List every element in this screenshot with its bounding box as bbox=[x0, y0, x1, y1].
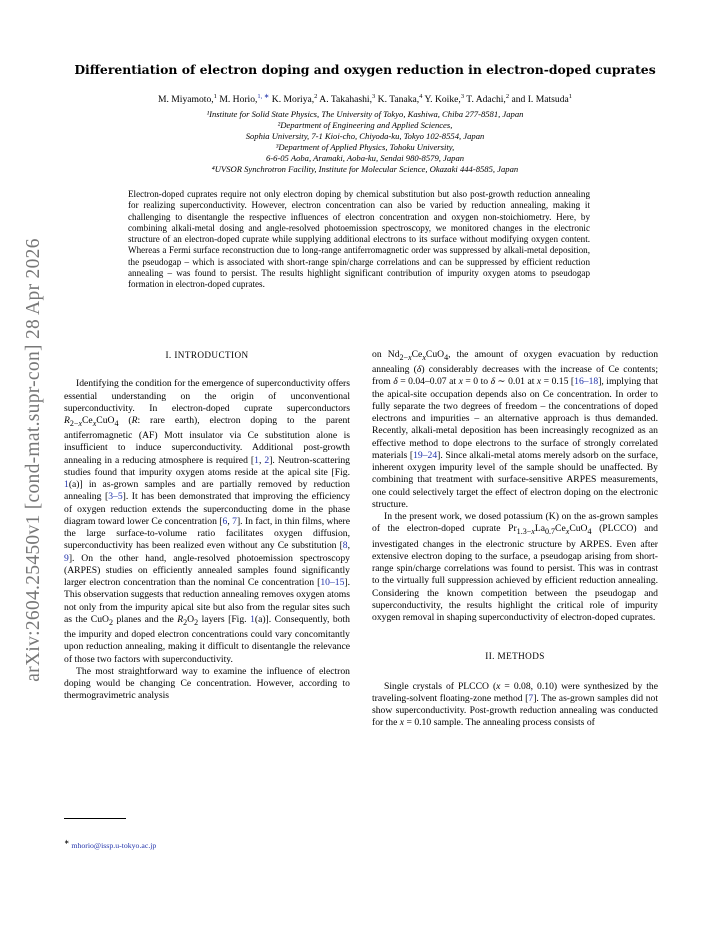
paragraph: Single crystals of PLCCO (x = 0.08, 0.10) were synthesized by the traveling-solvent floating-zone method [7]. The as-grown samples did not show superconductivity. Post-growth reduction annealing was conducted for the x = 0.10 sample. The annealing process consists of bbox=[372, 680, 658, 729]
author: K. Moriya,$^2$ bbox=[271, 93, 318, 105]
email-link[interactable]: mhorio@issp.u-tokyo.ac.jp bbox=[71, 841, 157, 850]
paragraph: on $Nd_{2-x}Ce_xCuO_4$, the amount of oxygen evacuation by reduction annealing (δ) considerably decreases with the increase of Ce contents; from δ = 0.04–0.07 at x = 0 to δ ∼ 0.01 at x = 0.15 [16–18], implying that the apical-site occupation depends also on Ce concentration. In order to fully separate the two degrees of freedom – the concentrations of doped electrons and impurities – an alternative approach is thus demanded. Recently, alkali-metal deposition has been increasingly recognized as an effective method to dope electrons to the surface of strongly correlated materials [19–24]. Since alkali-metal atoms merely adsorb on the surface, inherent oxygen impurity level of the sample should be unaffected. By combining that treatment with surface-sensitive ARPES measurements, one could selectively target the effect of electron doping on the electronic structure. bbox=[372, 349, 659, 510]
affiliation: ²Department of Engineering and Applied Sciences, bbox=[277, 120, 453, 131]
abstract: Electron-doped cuprates require not only electron doping by chemical substitution but also post-growth reduction annealing for realizing superconductivity. However, electron concentration can also be varied by reduction annealing, making it challenging to disentangle the respective influences of electron concentration and oxygen non-stoichiometry. Here, by combining alkali-metal dosing and angle-resolved photoemission spectroscopy, we monitored changes in the electronic structure of an electron-doped cuprate while supplying additional electrons to its surface without modifying oxygen content. Whereas a Fermi surface reconstruction due to long-range antiferromagnetic order was suppressed by alkali-metal deposition, the pseudogap – which is associated with short-range spin/charge correlations and can be suppressed by efficient reduction annealing – was found to persist. The results highlight significant contribution of impurity oxygen atoms to pseudogap formation in electron-doped cuprates. bbox=[128, 189, 590, 290]
author: T. Adachi,$^2$ bbox=[466, 93, 510, 105]
affiliation: 6-6-05 Aoba, Aramaki, Aoba-ku, Sendai 980-8579, Japan bbox=[265, 153, 465, 164]
paragraph: In the present work, we dosed potassium (K) on the as-grown samples of the electron-doped cuprate $Pr_{1.3-x}La_{0.7}Ce_xCuO_4$ (PLCCO) and investigated changes in the electronic structure by ARPES. Even after extensive electron doping to the surface, a pseudogap arising from short-range spin/charge correlations was found to persist. This was in contrast to the virtually full suppression achieved by efficient reduction annealing. Considering the known competition between the pseudogap and superconductivity, the results highlight the critical role of impurity oxygen removal in shaping superconductivity of electron-doped cuprates. bbox=[372, 511, 658, 624]
arxiv-id-text: arXiv:2604.25450v1 [cond-mat.supr-con] 28 Apr 2026 bbox=[23, 238, 44, 682]
affiliation: Sophia University, 7-1 Kioi-cho, Chiyoda-ku, Tokyo 102-8554, Japan bbox=[245, 131, 485, 142]
body-column-left bbox=[64, 349, 350, 703]
arxiv-identifier bbox=[14, 230, 54, 690]
author: and I. Matsuda$^1$ bbox=[511, 93, 573, 105]
affiliation: ¹Institute for Solid State Physics, The University of Tokyo, Kashiwa, Chiba 277-8581, Japan bbox=[206, 109, 524, 119]
author: Y. Koike,$^3$ bbox=[424, 93, 465, 105]
paragraph: The most straightforward way to examine the influence of electron doping would be changing Ce concentration. However, according to thermogravimetric analysis bbox=[64, 665, 350, 702]
section-heading-methods: II. METHODS bbox=[485, 651, 545, 662]
footnote: ∗ mhorio@issp.u-tokyo.ac.jp bbox=[64, 839, 157, 850]
affiliation-list bbox=[60, 109, 670, 176]
affiliation: ³Department of Applied Physics, Tohoku University, bbox=[275, 142, 455, 153]
author: M. Horio,$^{1, ∗}$ bbox=[219, 93, 270, 105]
author-list bbox=[60, 92, 670, 105]
author: A. Takahashi,$^3$ bbox=[319, 93, 376, 105]
body-column-right bbox=[372, 349, 658, 730]
paragraph: Identifying the condition for the emergence of superconductivity offers essential understanding on the origin of unconventional superconductivity. In electron-doped cuprate superconductors $R_{2-x}Ce_xCuO_4$ (R: rare earth), electron doping to the parent antiferromagnetic (AF) Mott insulator via Ce substitution alone is insufficient to induce superconductivity. Additional post-growth annealing in a reducing atmosphere is required [1, 2]. Neutron-scattering studies found that impurity oxygen atoms reside at the apical site [Fig. 1(a)] in as-grown samples and are partially removed by reduction annealing [3–5]. It has been demonstrated that improving the efficiency of oxygen reduction extends the superconducting dome in the phase diagram toward lower Ce concentration [6, 7]. In fact, in thin films, where the large surface-to-volume ratio facilitates oxygen diffusion, superconductivity has been realized even without any Ce substitution [8, 9]. On the other hand, angle-resolved photoemission spectroscopy (ARPES) studies on efficiently annealed samples found significantly larger electron concentration than the nominal Ce concentration [10–15]. This observation suggests that reduction annealing removes oxygen atoms not only from the impurity apical site but also from the regular sites such as the CuO$_2$ planes and the $R_2O_2$ layers [Fig. 1(a)]. Consequently, both the impurity and doped electron concentrations could vary concomitantly upon reduction annealing, making it difficult to disentangle the relevance of those two factors with superconductivity. bbox=[64, 378, 351, 665]
affiliation: ⁴UVSOR Synchrotron Facility, Institute for Molecular Science, Okazaki 444-8585, Japan bbox=[211, 164, 519, 175]
section-heading-introduction: I. INTRODUCTION bbox=[165, 350, 249, 360]
footnote-divider bbox=[64, 818, 126, 819]
author: K. Tanaka,$^4$ bbox=[377, 93, 423, 105]
paper-title: Differentiation of electron doping and oxygen reduction in electron-doped cuprates bbox=[74, 62, 656, 77]
author: M. Miyamoto,$^1$ bbox=[157, 93, 217, 105]
